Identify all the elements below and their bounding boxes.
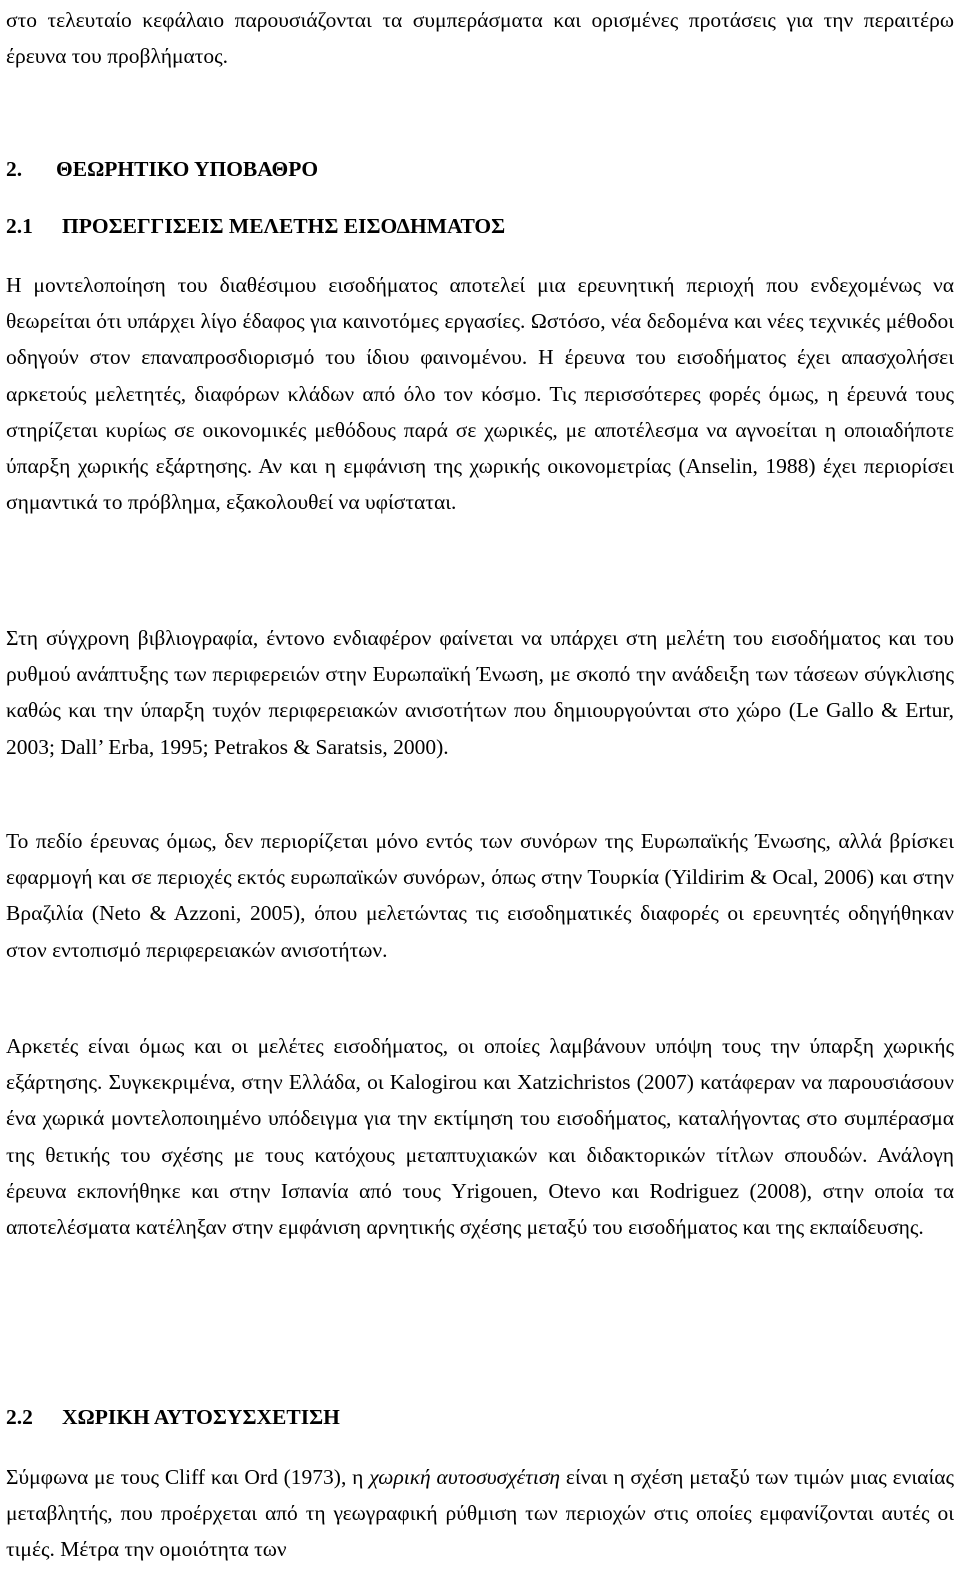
paragraph-text: Στη σύγχρονη βιβλιογραφία, έντονο ενδιαφέρον φαίνεται να υπάρχει στη μελέτη του εισοδήματος και του ρυθμού ανάπτυξης των περιφερειών στην Ευρωπαϊκή Ένωση, με σκοπό την ανάδειξη των τάσεων σύγκλισης καθώς και την ύπαρξη τυχόν περιφερειακών ανισοτήτων που δημιουργούνται στο χώρο (Le Gallo & Ertur, 2003; Dall’ Erba, 1995; Petrakos & Saratsis, 2000). <box>6 626 954 759</box>
section-2-1-paragraph-4 <box>6 1028 954 1245</box>
paragraph-text-before: Σύμφωνα με τους Cliff και Ord (1973), η <box>6 1465 364 1489</box>
section-2-1-paragraph-1 <box>6 267 954 520</box>
term-spatial-autocorrelation: χωρική αυτοσυσχέτιση <box>369 1465 561 1489</box>
section-2-1-paragraph-3 <box>6 823 954 968</box>
section-2-1-paragraph-2 <box>6 620 954 765</box>
intro-paragraph: στο τελευταίο κεφάλαιο παρουσιάζονται τα συμπεράσματα και ορισμένες προτάσεις για την περαιτέρω έρευνα του προβλήματος. <box>6 8 954 69</box>
section-2-heading <box>6 151 318 187</box>
section-2-2-paragraph-1 <box>6 1459 954 1568</box>
paragraph-text: Η μοντελοποίηση του διαθέσιμου εισοδήματος αποτελεί μια ερευνητική περιοχή που ενδεχομένως να θεωρείται ότι υπάρχει λίγο έδαφος για καινοτόμες εργασίες. Ωστόσο, νέα δεδομένα και νέες τεχνικές μέθοδοι οδηγούν στον επαναπροσδιορισμό του ίδιου φαινομένου. Η έρευνα του εισοδήματος έχει απασχολήσει αρκετούς μελετητές, διαφόρων κλάδων από όλο τον κόσμο. Τις περισσότερες φορές όμως, η έρευνά τους στηρίζεται κυρίως σε οικονομικές μεθόδους παρά σε χωρικές, με αποτέλεσμα να αγνοείται η οποιαδήποτε ύπαρξη χωρικής εξάρτησης. Αν και η εμφάνιση της χωρικής οικονομετρίας (Anselin, 1988) έχει περιορίσει σημαντικά το πρόβλημα, εξακολουθεί να υφίσταται. <box>6 273 954 515</box>
section-2-2-title: ΧΩΡΙΚΗ ΑΥΤΟΣΥΣΧΕΤΙΣΗ <box>62 1405 340 1429</box>
section-2-1-number: 2.1 <box>6 214 33 238</box>
section-2-2-heading <box>6 1399 340 1435</box>
section-2-title: ΘΕΩΡΗΤΙΚΟ ΥΠΟΒΑΘΡΟ <box>56 157 319 181</box>
section-2-number: 2. <box>6 157 23 181</box>
paragraph-text: Το πεδίο έρευνας όμως, δεν περιορίζεται μόνο εντός των συνόρων της Ευρωπαϊκής Ένωσης, αλλά βρίσκει εφαρμογή και σε περιοχές εκτός ευρωπαϊκών συνόρων, όπως στην Τουρκία (Yildirim & Ocal, 2006) και στην Βραζιλία (Neto & Azzoni, 2005), όπου μελετώντας τις εισοδηματικές διαφορές οι ερευνητές οδηγήθηκαν στον εντοπισμό περιφερειακών ανισοτήτων. <box>6 829 954 962</box>
paragraph-text: Αρκετές είναι όμως και οι μελέτες εισοδήματος, οι οποίες λαμβάνουν υπόψη τους την ύπαρξη χωρικής εξάρτησης. Συγκεκριμένα, στην Ελλάδα, οι Kalogirou και Xatzichristos (2007) κατάφεραν να παρουσιάσουν ένα χωρικά μοντελοποιημένο υπόδειγμα για την εκτίμηση του εισοδήματος, καταλήγοντας στο συμπέρασμα της θετικής του σχέσης με τους κατόχους μεταπτυχιακών και διδακτορικών τίτλων σπουδών. Ανάλογη έρευνα εκπονήθηκε και στην Ισπανία από τους Yrigouen, Otevo και Rodriguez (2008), στην οποία τα αποτελέσματα κατέληξαν στην εμφάνιση αρνητικής σχέσης μεταξύ του εισοδήματος και της εκπαίδευσης. <box>6 1034 954 1240</box>
paragraph-text-after: είναι η σχέση μεταξύ των τιμών μιας ενιαίας μεταβλητής, που προέρχεται από τη γεωγραφική ρύθμιση των περιοχών στις οποίες εμφανίζονται αυτές οι τιμές. Μέτρα την ομοιότητα των <box>6 1465 955 1562</box>
section-2-2-number: 2.2 <box>6 1405 33 1429</box>
section-2-1-title: ΠΡΟΣΕΓΓΙΣΕΙΣ ΜΕΛΕΤΗΣ ΕΙΣΟΔΗΜΑΤΟΣ <box>62 214 506 238</box>
section-2-1-heading <box>6 208 505 244</box>
paragraph-text <box>6 1459 954 1568</box>
